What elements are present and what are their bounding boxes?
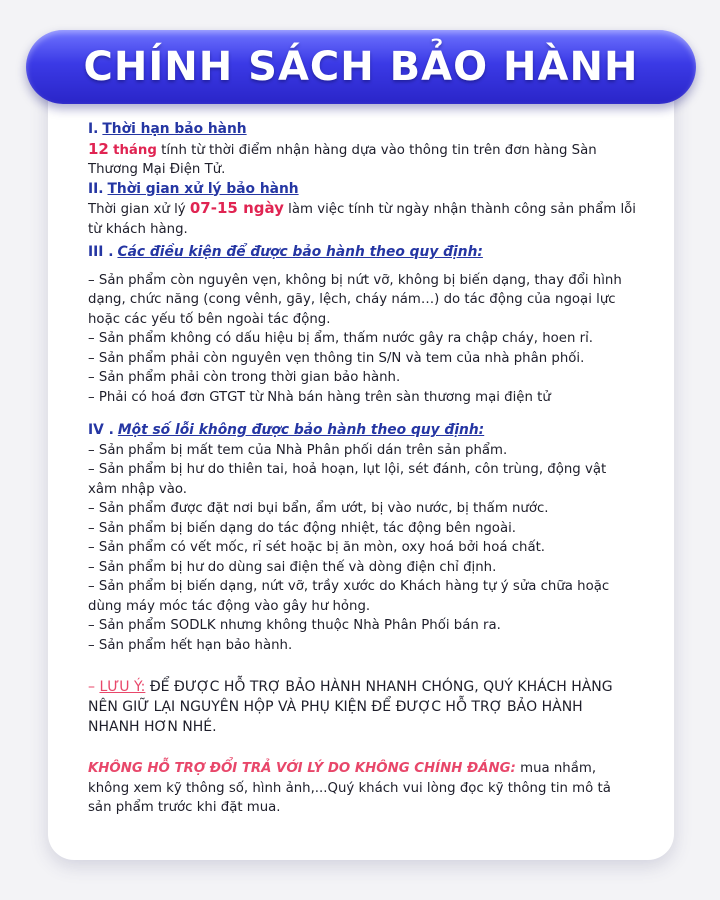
list-item: – Sản phẩm có vết mốc, rỉ sét hoặc bị ăn mòn, oxy hoá bởi hoá chất. [88, 540, 546, 555]
title-banner [26, 30, 696, 104]
note-label: LƯU Ý: [99, 679, 146, 695]
conditions-list [88, 271, 638, 408]
section-processing-time [88, 180, 638, 240]
list-item: – Sản phẩm không có dấu hiệu bị ẩm, thấm nước gây ra chập cháy, hoen rỉ. [88, 331, 594, 346]
section-body: Thời gian xử lý 07-15 ngày làm việc tính từ ngày nhận thành công sản phẩm lỗi từ khách hàng. [88, 199, 636, 237]
note-paragraph: – LƯU Ý: ĐỂ ĐƯỢC HỖ TRỢ BẢO HÀNH NHANH CHÓNG, QUÝ KHÁCH HÀNG NÊN GIỮ LẠI NGUYÊN HỘP VÀ PHỤ KIỆN ĐỂ ĐƯỢC HỖ TRỢ BẢO HÀNH NHANH HƠN NHÉ. [88, 679, 613, 735]
exclusions-list [88, 441, 638, 656]
section-heading: III . Các điều kiện để được bảo hành theo quy định: [88, 244, 483, 260]
list-item: – Sản phẩm phải còn trong thời gian bảo hành. [88, 370, 401, 385]
list-item: – Sản phẩm hết hạn bảo hành. [88, 637, 293, 653]
list-item: – Phải có hoá đơn GTGT từ Nhà bán hàng trên sàn thương mại điện tử [88, 389, 551, 405]
return-policy-label: KHÔNG HỖ TRỢ ĐỔI TRẢ VỚI LÝ DO KHÔNG CHÍNH ĐÁNG: [88, 761, 516, 776]
list-item: – Sản phẩm bị hư do thiên tai, hoả hoạn, lụt lội, sét đánh, côn trùng, động vật xâm nhập vào. [88, 462, 607, 497]
list-item: – Sản phẩm SODLK nhưng không thuộc Nhà Phân Phối bán ra. [88, 618, 501, 633]
list-item: – Sản phẩm bị hư do dùng sai điện thế và dòng điện chỉ định. [88, 559, 497, 575]
list-item: – Sản phẩm phải còn nguyên vẹn thông tin S/N và tem của nhà phân phối. [88, 350, 585, 366]
list-item: – Sản phẩm bị biến dạng do tác động nhiệt, tác động bên ngoài. [88, 520, 517, 536]
list-item: – Sản phẩm được đặt nơi bụi bẩn, ẩm ướt, bị vào nước, bị thấm nước. [88, 501, 549, 516]
list-item: – Sản phẩm bị biến dạng, nứt vỡ, trầy xước do Khách hàng tự ý sửa chữa hoặc dùng máy móc tác động vào gây hư hỏng. [88, 579, 610, 614]
list-item: – Sản phẩm còn nguyên vẹn, không bị nứt vỡ, không bị biến dạng, thay đổi hình dạng, chức năng (cong vênh, gãy, lệch, cháy nám…) do tác động của ngoại lực hoặc các yếu tố bên ngoài tác động. [88, 272, 622, 327]
section-warranty-period [88, 120, 638, 180]
policy-content [88, 120, 638, 818]
section-heading: I. Thời hạn bảo hành [88, 121, 247, 137]
warranty-months: 12 [88, 139, 109, 158]
list-item: – Sản phẩm bị mất tem của Nhà Phân phối dán trên sản phẩm. [88, 442, 508, 458]
section-conditions [88, 243, 638, 407]
warranty-unit: tháng [113, 142, 157, 158]
return-policy-paragraph: KHÔNG HỖ TRỢ ĐỔI TRẢ VỚI LÝ DO KHÔNG CHÍNH ĐÁNG: mua nhầm, không xem kỹ thông số, hình ảnh,...Quý khách vui lòng đọc kỹ thông tin mô tả sản phẩm trước khi đặt mua. [88, 761, 611, 815]
section-heading: II. Thời gian xử lý bảo hành [88, 180, 299, 197]
processing-days: 07-15 ngày [189, 199, 284, 217]
section-exclusions [88, 421, 638, 655]
page-title: CHÍNH SÁCH BẢO HÀNH [83, 44, 639, 90]
section-heading: IV . Một số lỗi không được bảo hành theo quy định: [88, 422, 485, 438]
section-body: 12 tháng tính từ thời điểm nhận hàng dựa vào thông tin trên đơn hàng Sàn Thương Mại Điện Tử. [88, 139, 597, 177]
